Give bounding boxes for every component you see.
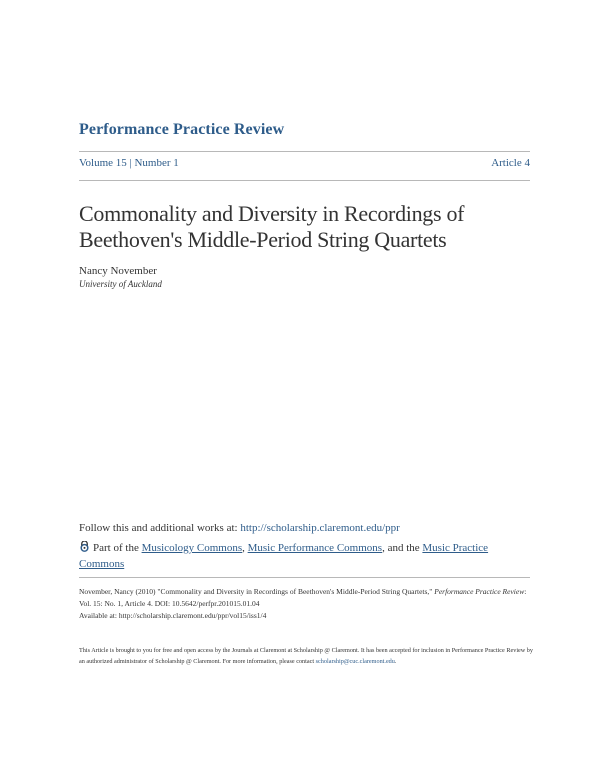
follow-prefix: Follow this and additional works at: [79,522,241,534]
music-performance-commons-link[interactable]: Music Performance Commons [247,542,383,554]
citation-available: Available at: http://scholarship.claremont.edu/ppr/vol15/iss1/4 [79,611,267,620]
access-notice [79,645,534,667]
contact-email-link[interactable]: scholarship@cuc.claremont.edu [315,658,395,665]
article-title: Commonality and Diversity in Recordings of Beethoven's Middle-Period String Quartets [79,201,465,252]
notice-text: This Article is brought to you for free and open access by the Journals at Claremont at Scholarship @ Claremont. It has been accepted for inclusion in Performance Practice Review by an authorized administrator of Scholarship @ Claremont. For more information, please contact [79,647,533,665]
part-of-prefix: Part of the [93,542,142,554]
author-name: Nancy November [79,265,157,277]
follow-line [79,522,400,534]
music-practice-commons-link[interactable]: Music Practice Commons [79,542,489,570]
recommended-citation [79,586,534,622]
journal-title[interactable]: Performance Practice Review [79,121,285,138]
follow-link[interactable]: http://scholarship.claremont.edu/ppr [240,522,400,534]
part-of-sep1: , [242,542,248,554]
article-number-link[interactable]: Article 4 [491,157,530,169]
open-access-icon [79,541,90,552]
divider-header [79,180,530,181]
number-link[interactable]: Number 1 [134,157,179,169]
part-of-sep2: , and the [382,542,423,554]
divider-top [79,151,530,152]
divider-citation [79,577,530,578]
author-affiliation: University of Auckland [79,279,162,289]
issue-info [79,157,179,169]
citation-details: : Vol. 15: No. 1, Article 4. DOI: 10.5642/perfpr.201015.01.04 [79,587,527,608]
citation-text: November, Nancy (2010) "Commonality and Diversity in Recordings of Beethoven's Middle-Period String Quartets," [79,587,435,596]
issue-separator: | [129,157,132,169]
notice-end: . [394,658,397,665]
part-of-line [79,540,519,572]
musicology-commons-link[interactable]: Musicology Commons [141,542,243,554]
volume-link[interactable]: Volume 15 [79,157,127,169]
citation-journal: Performance Practice Review [434,587,525,596]
